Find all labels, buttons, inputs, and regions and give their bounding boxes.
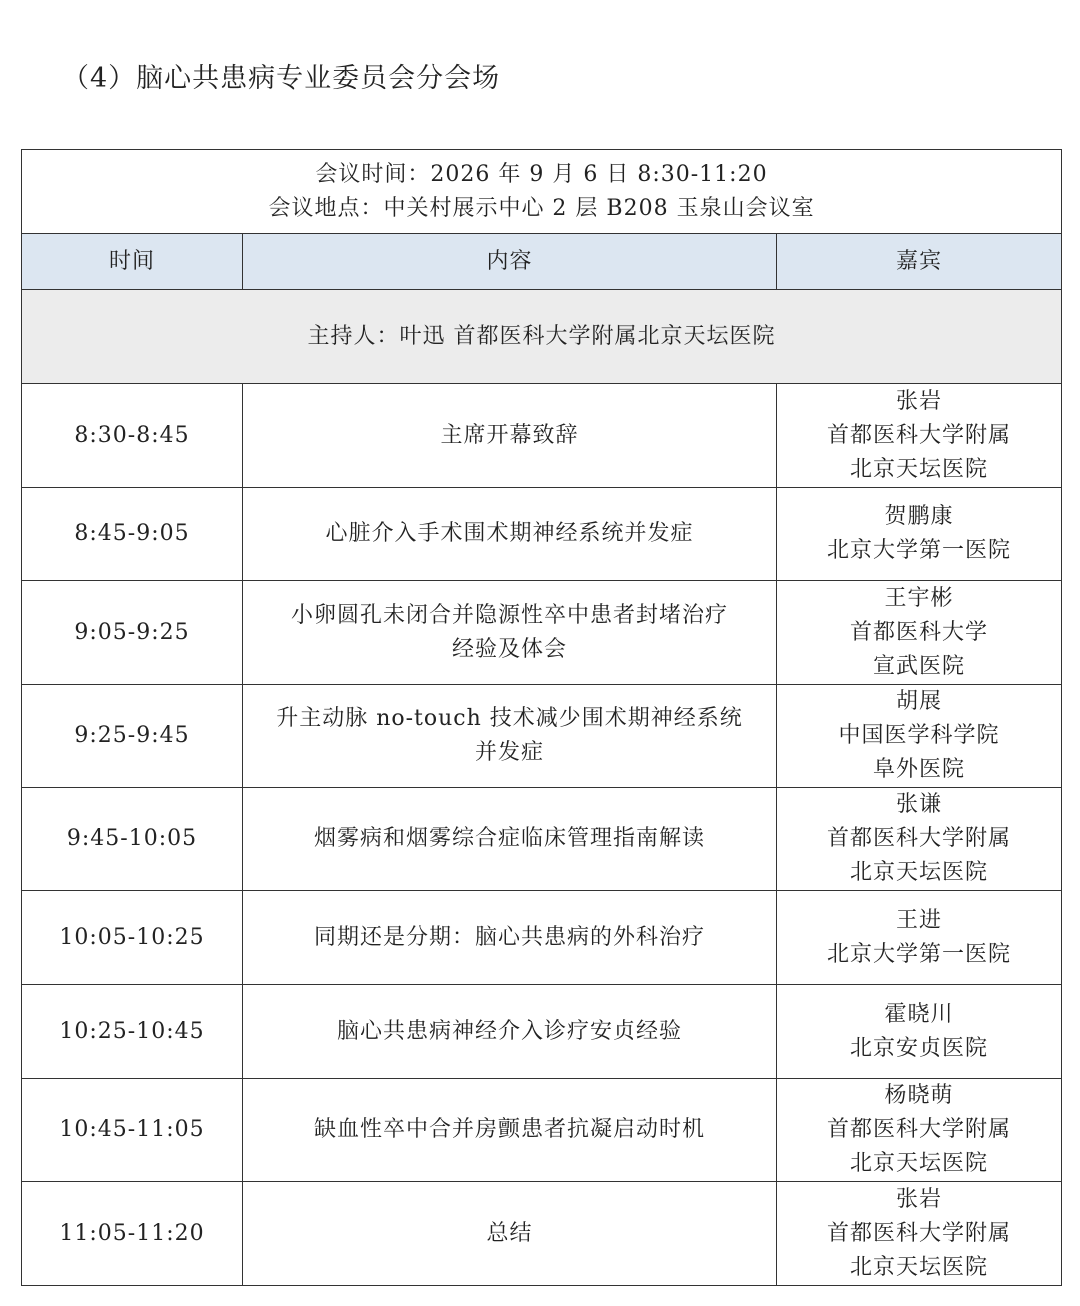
guest-name: 张谦 [896,792,943,817]
meeting-info-cell [22,150,1062,234]
time-cell: 8:30-8:45 [22,384,243,488]
table-row [22,384,1062,488]
guest-name: 王宇彬 [884,585,954,611]
guest-cell [777,685,1062,788]
content-cell [243,788,777,891]
guest-affiliation: 首都医科大学 [850,619,989,645]
guest-affiliation: 宣武医院 [873,653,966,679]
guest-affiliation: 首都医科大学附属 [827,422,1012,448]
time-cell: 11:05-11:20 [22,1182,243,1286]
guest-name: 杨晓萌 [884,1083,954,1108]
content-line: 烟雾病和烟雾综合症临床管理指南解读 [313,826,705,851]
content-cell [243,1079,777,1182]
content-line: 经验及体会 [451,636,567,662]
time-cell: 8:45-9:05 [22,488,243,581]
meeting-time: 会议时间：2026 年 9 月 6 日 8:30-11:20 [315,161,768,187]
time-cell: 9:25-9:45 [22,685,243,788]
table-row [22,891,1062,985]
content-line: 并发症 [474,740,544,765]
content-line: 升主动脉 no-touch 技术减少围术期神经系统 [276,706,743,731]
content-cell [243,581,777,685]
guest-cell [777,384,1062,488]
guest-cell [777,1079,1062,1182]
guest-affiliation: 北京大学第一医院 [827,941,1012,967]
time-cell: 10:25-10:45 [22,985,243,1079]
content-cell [243,488,777,581]
guest-name: 王进 [896,907,943,933]
content-line: 小卵圆孔未闭合并隐源性卒中患者封堵治疗 [290,602,728,628]
header-row [22,234,1062,290]
guest-affiliation: 中国医学科学院 [838,723,1000,748]
time-cell: 10:05-10:25 [22,891,243,985]
guest-affiliation: 北京大学第一医院 [827,538,1012,563]
table-row [22,985,1062,1079]
content-line: 主席开幕致辞 [440,422,579,448]
content-cell [243,685,777,788]
guest-affiliation: 北京天坛医院 [850,1254,989,1280]
meeting-info-row [22,150,1062,234]
guest-name: 胡展 [896,689,943,714]
content-line: 缺血性卒中合并房颤患者抗凝启动时机 [313,1117,705,1142]
guest-affiliation: 北京安贞医院 [850,1035,989,1061]
host-row [22,290,1062,384]
header-time: 时间 [22,234,243,290]
guest-affiliation: 首都医科大学附属 [827,826,1012,851]
guest-cell [777,1182,1062,1286]
schedule-rows [22,384,1062,1286]
guest-name: 贺鹏康 [884,504,954,529]
table-row [22,788,1062,891]
guest-affiliation: 北京天坛医院 [850,456,989,482]
guest-cell [777,788,1062,891]
guest-cell [777,891,1062,985]
table-row [22,1079,1062,1182]
time-cell: 9:05-9:25 [22,581,243,685]
content-cell [243,891,777,985]
guest-name: 张岩 [896,1186,943,1212]
section-title: （4）脑心共患病专业委员会分会场 [62,63,501,94]
meeting-location: 会议地点：中关村展示中心 2 层 B208 玉泉山会议室 [268,195,815,221]
guest-cell [777,985,1062,1079]
host-cell: 主持人：叶迅 首都医科大学附属北京天坛医院 [22,290,1062,384]
header-content: 内容 [243,234,777,290]
guest-affiliation: 北京天坛医院 [850,1151,989,1176]
content-line: 脑心共患病神经介入诊疗安贞经验 [336,1018,682,1044]
guest-affiliation: 首都医科大学附属 [827,1117,1012,1142]
table-row [22,488,1062,581]
content-line: 同期还是分期：脑心共患病的外科治疗 [313,924,705,950]
content-cell [243,384,777,488]
table-row [22,685,1062,788]
table-row [22,581,1062,685]
content-cell [243,985,777,1079]
guest-name: 霍晓川 [884,1001,954,1027]
guest-affiliation: 阜外医院 [873,757,966,782]
content-cell [243,1182,777,1286]
content-line: 总结 [486,1220,533,1246]
guest-cell [777,581,1062,685]
header-guest: 嘉宾 [777,234,1062,290]
table-row [22,1182,1062,1286]
schedule-table [21,149,1062,1286]
time-cell: 9:45-10:05 [22,788,243,891]
guest-affiliation: 首都医科大学附属 [827,1220,1012,1246]
time-cell: 10:45-11:05 [22,1079,243,1182]
content-line: 心脏介入手术围术期神经系统并发症 [325,521,694,546]
guest-affiliation: 北京天坛医院 [850,860,989,885]
guest-name: 张岩 [896,388,943,414]
guest-cell [777,488,1062,581]
